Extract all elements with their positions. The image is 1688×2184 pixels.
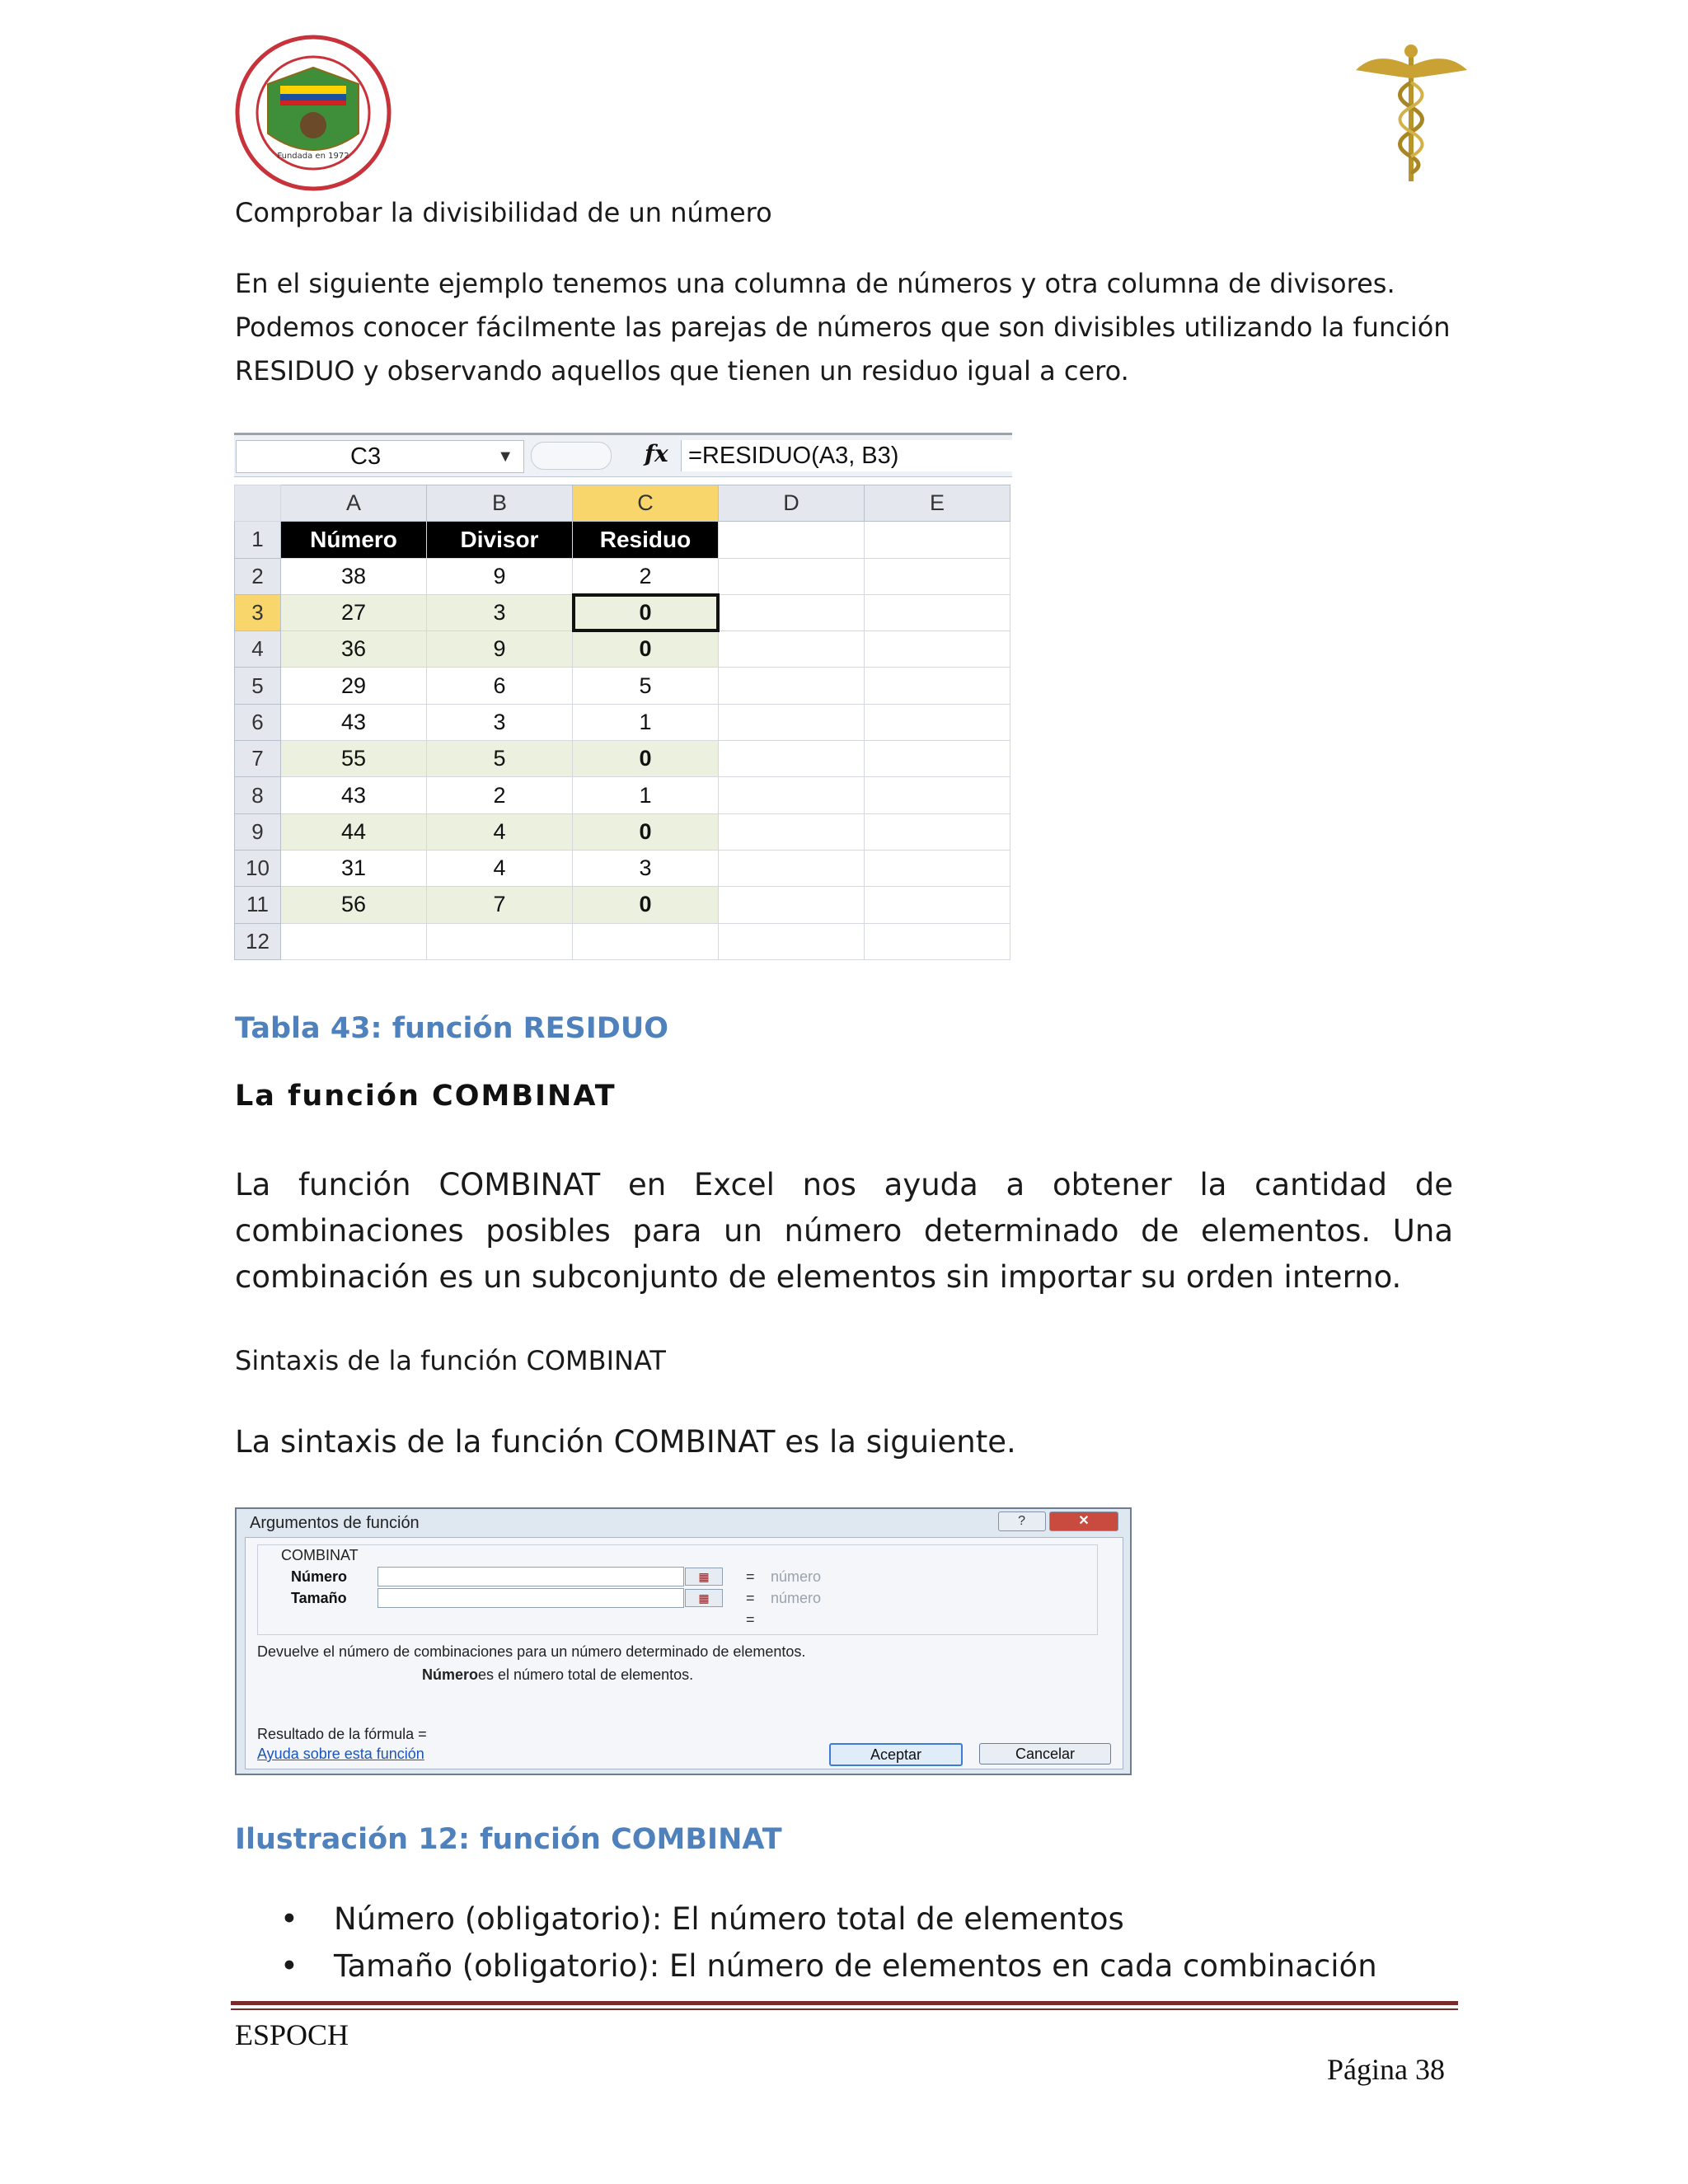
cell-residuo[interactable]: 2 xyxy=(573,558,719,594)
cell-numero[interactable]: 29 xyxy=(281,668,427,704)
dropdown-arrow-icon[interactable]: ▼ xyxy=(497,448,513,466)
cell-numero[interactable]: 56 xyxy=(281,887,427,923)
cell[interactable] xyxy=(865,777,1010,813)
cell-divisor[interactable]: 2 xyxy=(427,777,573,813)
list-item xyxy=(280,1896,1377,1943)
help-icon[interactable]: ? xyxy=(998,1511,1046,1531)
table-row xyxy=(235,704,1010,740)
cell[interactable] xyxy=(719,594,865,630)
cell[interactable] xyxy=(719,668,865,704)
select-all-corner[interactable] xyxy=(235,485,281,522)
numero-input[interactable] xyxy=(377,1567,684,1586)
cell[interactable] xyxy=(719,777,865,813)
name-box[interactable] xyxy=(236,440,524,473)
cell[interactable] xyxy=(865,813,1010,850)
cell-numero[interactable]: 36 xyxy=(281,631,427,668)
cell[interactable] xyxy=(281,923,427,959)
cell-residuo[interactable]: 0 xyxy=(573,631,719,668)
accept-button[interactable]: Aceptar xyxy=(829,1743,963,1766)
cell-divisor[interactable]: 3 xyxy=(427,704,573,740)
spreadsheet-screenshot xyxy=(234,433,1012,968)
row-header[interactable]: 5 xyxy=(235,668,281,704)
table-row xyxy=(235,887,1010,923)
table-caption: Tabla 43: función RESIDUO xyxy=(235,1012,668,1045)
cell-divisor[interactable]: 9 xyxy=(427,558,573,594)
formula-bar-resizer[interactable] xyxy=(531,442,612,470)
table-row xyxy=(235,558,1010,594)
footer-institution: ESPOCH xyxy=(235,2018,349,2051)
arg-value-tamano: número xyxy=(771,1590,822,1606)
list-item xyxy=(280,1943,1377,1990)
formula-input[interactable]: =RESIDUO(A3, B3) xyxy=(681,440,1012,471)
section-heading-combinat: La función COMBINAT xyxy=(235,1080,617,1113)
cell-divisor[interactable]: 4 xyxy=(427,813,573,850)
cell-residuo[interactable]: 5 xyxy=(573,668,719,704)
arg-value-numero: número xyxy=(771,1568,822,1585)
equals-sign: = xyxy=(746,1590,755,1606)
table-row xyxy=(235,668,1010,704)
column-header-d[interactable]: D xyxy=(719,485,865,522)
cell[interactable] xyxy=(865,594,1010,630)
table-row xyxy=(235,813,1010,850)
cell[interactable] xyxy=(719,887,865,923)
row-header[interactable]: 12 xyxy=(235,923,281,959)
arg-label-tamano: Tamaño xyxy=(291,1590,347,1606)
dialog-title: Argumentos de función xyxy=(250,1514,420,1532)
cell-numero[interactable]: 43 xyxy=(281,777,427,813)
cell-numero[interactable]: 44 xyxy=(281,813,427,850)
row-header[interactable]: 2 xyxy=(235,558,281,594)
group-title: COMBINAT xyxy=(281,1547,359,1563)
cell[interactable] xyxy=(719,704,865,740)
row-header[interactable]: 11 xyxy=(235,887,281,923)
cell[interactable] xyxy=(719,522,865,558)
cell[interactable] xyxy=(865,522,1010,558)
arg-help-text: es el número total de elementos. xyxy=(478,1666,694,1683)
combinat-paragraph: La función COMBINAT en Excel nos ayuda a obtener la cantidad de combinaciones posibles para un número determinado de elementos. Una combinación es un subconjunto de elementos sin importar su orden interno. xyxy=(235,1167,1453,1295)
cell[interactable] xyxy=(865,668,1010,704)
cell-residuo[interactable]: 1 xyxy=(573,777,719,813)
footer-rule-thin xyxy=(231,2008,1458,2010)
cell-divisor[interactable]: 7 xyxy=(427,887,573,923)
table-row xyxy=(235,594,1010,630)
cell[interactable] xyxy=(719,850,865,886)
cell[interactable] xyxy=(427,923,573,959)
cell-numero[interactable]: 27 xyxy=(281,594,427,630)
cell-numero[interactable]: 43 xyxy=(281,704,427,740)
section-title-divisibilidad: Comprobar la divisibilidad de un número xyxy=(235,197,772,228)
column-header-a[interactable]: A xyxy=(281,485,427,522)
cell-divisor[interactable]: 6 xyxy=(427,668,573,704)
header-cell-residuo[interactable]: Residuo xyxy=(573,522,719,558)
cell-residuo[interactable]: 1 xyxy=(573,704,719,740)
cell[interactable] xyxy=(719,631,865,668)
cell-residuo[interactable]: 0 xyxy=(573,594,719,630)
arg-help-name: Número xyxy=(422,1666,479,1683)
cancel-button[interactable]: Cancelar xyxy=(979,1743,1111,1765)
column-header-e[interactable]: E xyxy=(865,485,1010,522)
fx-icon[interactable]: fx xyxy=(645,440,668,467)
result-equals-sign: = xyxy=(746,1611,755,1628)
cell-numero[interactable]: 55 xyxy=(281,741,427,777)
cell[interactable] xyxy=(573,923,719,959)
cell[interactable] xyxy=(719,813,865,850)
cell[interactable] xyxy=(865,704,1010,740)
cell-divisor[interactable]: 3 xyxy=(427,594,573,630)
table-row xyxy=(235,741,1010,777)
arg-label-numero: Número xyxy=(291,1568,348,1585)
row-header[interactable]: 1 xyxy=(235,522,281,558)
syntax-title: Sintaxis de la función COMBINAT xyxy=(235,1345,666,1376)
cell-residuo[interactable]: 0 xyxy=(573,741,719,777)
table-row xyxy=(235,631,1010,668)
cell[interactable] xyxy=(719,741,865,777)
list-item-text: Número (obligatorio): El número total de elementos xyxy=(334,1901,1124,1937)
row-header[interactable]: 4 xyxy=(235,631,281,668)
caduceus-icon xyxy=(1352,41,1471,185)
cell[interactable] xyxy=(719,923,865,959)
row-header[interactable]: 10 xyxy=(235,850,281,886)
cell[interactable] xyxy=(865,887,1010,923)
table-row xyxy=(235,777,1010,813)
formula-result-label: Resultado de la fórmula = xyxy=(257,1726,427,1742)
bullet-icon: • xyxy=(280,1948,298,1984)
column-header-c[interactable]: C xyxy=(573,485,719,522)
argument-list xyxy=(280,1896,1377,1990)
cell-divisor[interactable]: 4 xyxy=(427,850,573,886)
tamano-input[interactable] xyxy=(377,1588,684,1608)
cell-residuo[interactable]: 0 xyxy=(573,813,719,850)
cell[interactable] xyxy=(865,631,1010,668)
footer-rule xyxy=(231,2001,1458,2005)
header-cell-divisor[interactable]: Divisor xyxy=(427,522,573,558)
intro-paragraph: En el siguiente ejemplo tenemos una columna de números y otra columna de divisores. Podemos conocer fácilmente las parejas de números que son divisibles utilizando la función RESIDUO y observando aquellos que tienen un residuo igual a cero. xyxy=(235,268,1451,387)
equals-sign: = xyxy=(746,1568,755,1585)
range-picker-icon[interactable]: ▦ xyxy=(685,1589,723,1607)
cell-residuo[interactable]: 3 xyxy=(573,850,719,886)
row-header[interactable]: 7 xyxy=(235,741,281,777)
close-icon[interactable]: ✕ xyxy=(1049,1511,1118,1531)
cell[interactable] xyxy=(865,923,1010,959)
cell-numero[interactable]: 31 xyxy=(281,850,427,886)
cell-divisor[interactable]: 9 xyxy=(427,631,573,668)
range-picker-icon[interactable]: ▦ xyxy=(685,1568,723,1586)
list-item-text: Tamaño (obligatorio): El número de elementos en cada combinación xyxy=(334,1948,1377,1984)
svg-text:Fundada en 1972: Fundada en 1972 xyxy=(277,152,349,161)
header-cell-numero[interactable]: Número xyxy=(281,522,427,558)
name-box-value: C3 xyxy=(350,443,382,470)
row-header[interactable]: 3 xyxy=(235,594,281,630)
table-row xyxy=(235,850,1010,886)
cell-numero[interactable]: 38 xyxy=(281,558,427,594)
cell[interactable] xyxy=(865,741,1010,777)
row-header[interactable]: 8 xyxy=(235,777,281,813)
arguments-group xyxy=(257,1544,1098,1635)
syntax-intro: La sintaxis de la función COMBINAT es la siguiente. xyxy=(235,1424,1016,1460)
row-header[interactable]: 6 xyxy=(235,704,281,740)
cell-grid xyxy=(234,485,1010,960)
formula-bar xyxy=(234,435,1012,477)
row-header[interactable]: 9 xyxy=(235,813,281,850)
bullet-icon: • xyxy=(280,1901,298,1937)
figure-caption: Ilustración 12: función COMBINAT xyxy=(235,1823,782,1856)
cell[interactable] xyxy=(865,850,1010,886)
cell[interactable] xyxy=(865,558,1010,594)
cell-divisor[interactable]: 5 xyxy=(427,741,573,777)
cell[interactable] xyxy=(719,558,865,594)
column-header-b[interactable]: B xyxy=(427,485,573,522)
function-description: Devuelve el número de combinaciones para un número determinado de elementos. xyxy=(257,1643,806,1660)
cell-residuo[interactable]: 0 xyxy=(573,887,719,923)
help-link[interactable]: Ayuda sobre esta función xyxy=(257,1746,424,1762)
page-number: Página 38 xyxy=(1327,2053,1445,2086)
function-arguments-dialog xyxy=(235,1507,1132,1775)
espoch-seal-logo xyxy=(235,35,392,191)
